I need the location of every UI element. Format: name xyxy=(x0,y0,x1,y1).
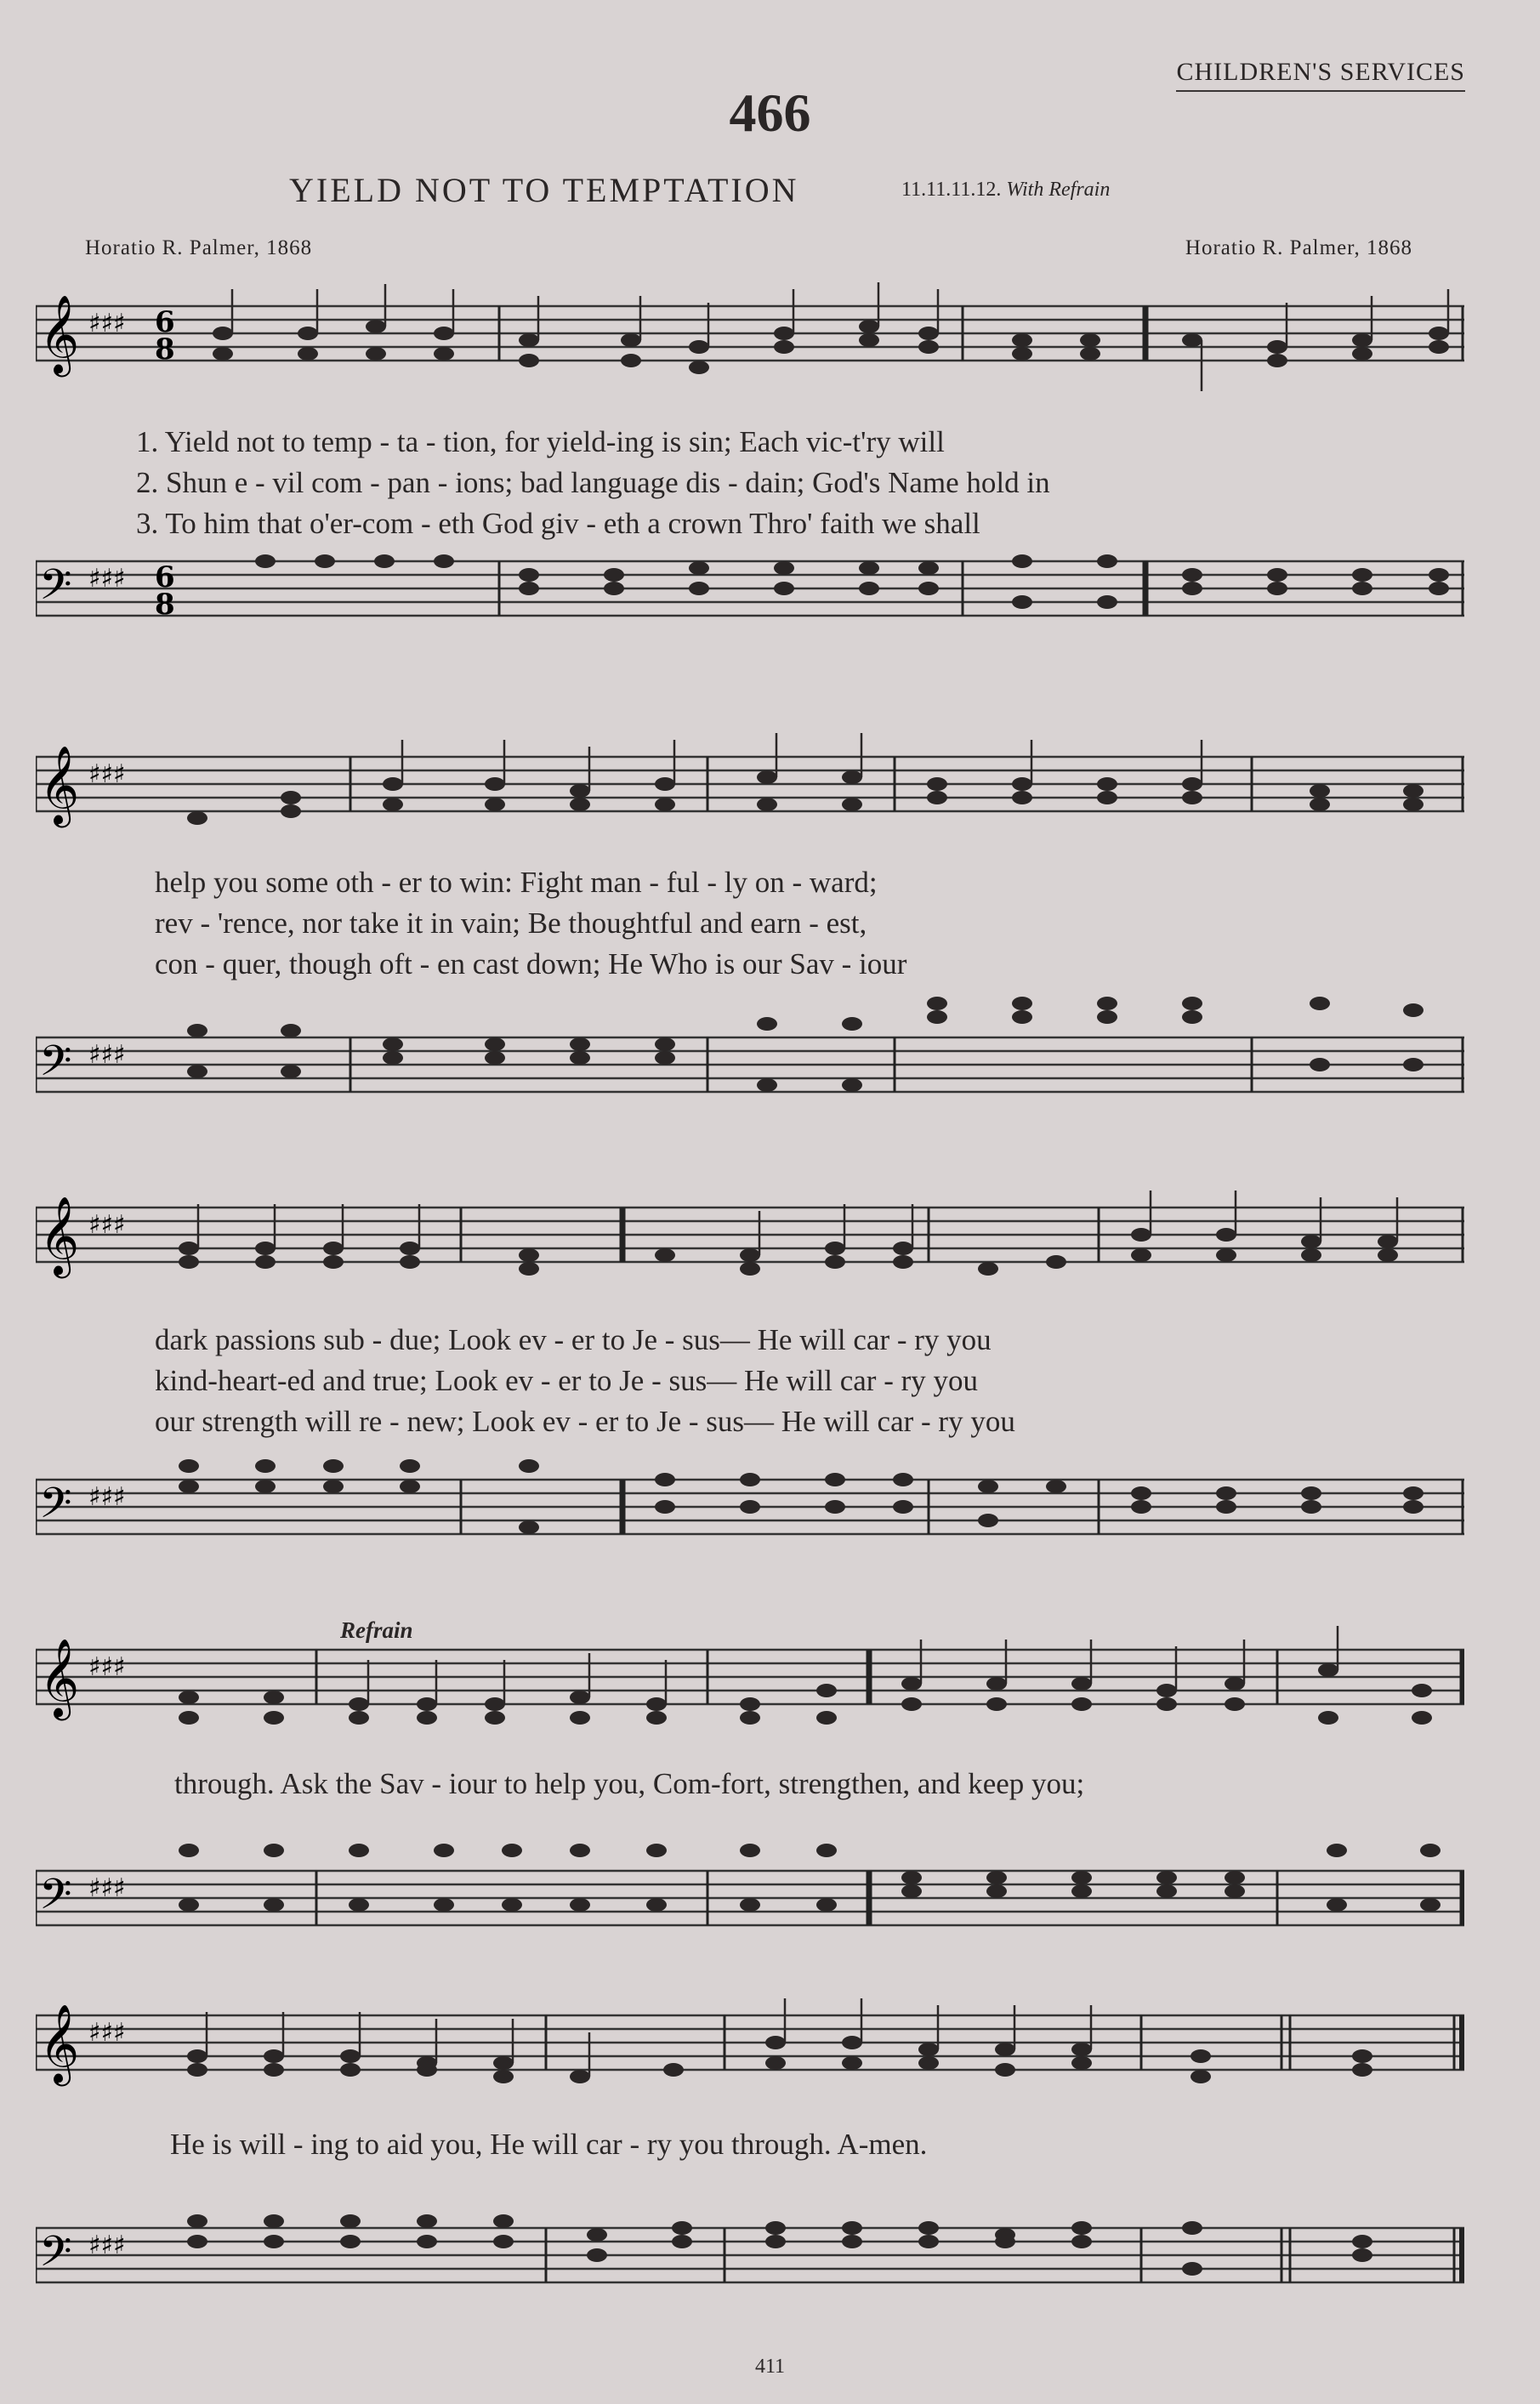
treble-clef-icon: 𝄞 xyxy=(39,1638,80,1717)
refrain-label: Refrain xyxy=(340,1617,413,1643)
treble-clef-icon: 𝄞 xyxy=(39,745,80,824)
lyrics-line: kind-heart-ed and true; Look ev - er to Je - sus— He will car - ry you xyxy=(155,1364,979,1397)
key-signature-treble: ♯♯♯ xyxy=(88,2018,126,2048)
bass-clef-icon: 𝄢 xyxy=(39,1037,72,1096)
treble-staff xyxy=(36,306,1464,361)
barlines xyxy=(36,306,1463,616)
key-signature-treble: ♯♯♯ xyxy=(88,1210,126,1240)
lyrics-line: He is will - ing to aid you, He will car - ry you through. A-men. xyxy=(170,2128,928,2161)
lyrics-line: 3. To him that o'er-com - eth God giv - eth a crown Thro' faith we shall xyxy=(136,507,980,540)
lyrics-line: help you some oth - er to win: Fight man - ful - ly on - ward; xyxy=(155,866,878,899)
key-signature-treble: ♯♯♯ xyxy=(88,759,126,789)
key-signature-treble: ♯♯♯ xyxy=(88,309,126,338)
key-signature-bass: ♯♯♯ xyxy=(88,1482,126,1512)
lyrics-line: our strength will re - new; Look ev - er to Je - sus— He will car - ry you xyxy=(155,1405,1015,1438)
treble-clef-icon: 𝄞 xyxy=(39,1196,80,1275)
meter-note: With Refrain xyxy=(1006,179,1111,201)
section-heading: CHILDREN'S SERVICES xyxy=(1176,58,1465,92)
bass-clef-icon: 𝄢 xyxy=(39,2227,72,2287)
time-signature-bottom-bass: 8 xyxy=(155,588,175,622)
words-author: Horatio R. Palmer, 1868 xyxy=(85,236,313,259)
lyrics-line: dark passions sub - due; Look ev - er to Je - sus— He will car - ry you xyxy=(155,1323,992,1356)
bass-clef-icon: 𝄢 xyxy=(39,560,72,620)
hymn-number: 466 xyxy=(729,82,811,143)
time-signature-top: 6 xyxy=(155,305,175,339)
lyrics-line: through. Ask the Sav - iour to help you, Com-fort, strengthen, and keep you; xyxy=(174,1767,1085,1800)
music-composer: Horatio R. Palmer, 1868 xyxy=(1185,236,1412,259)
key-signature-bass: ♯♯♯ xyxy=(88,1873,126,1903)
time-signature-top-bass: 6 xyxy=(155,560,175,594)
page-number: 411 xyxy=(754,2356,786,2378)
meter: 11.11.11.12. xyxy=(901,179,1002,201)
lyrics-line: 1. Yield not to temp - ta - tion, for yield-ing is sin; Each vic-t'ry will xyxy=(136,425,945,458)
bass-staff xyxy=(36,561,1464,616)
bass-clef-icon: 𝄢 xyxy=(39,1479,72,1538)
treble-stems xyxy=(232,282,1448,391)
bass-clef-icon: 𝄢 xyxy=(39,1870,72,1929)
key-signature-treble: ♯♯♯ xyxy=(88,1652,126,1682)
treble-clef-icon: 𝄞 xyxy=(39,2003,80,2083)
bass-notes xyxy=(255,554,1449,609)
key-signature-bass: ♯♯♯ xyxy=(88,2231,126,2260)
meter-info xyxy=(901,179,1110,202)
key-signature-bass: ♯♯♯ xyxy=(88,564,126,594)
key-signature-bass: ♯♯♯ xyxy=(88,1040,126,1070)
time-signature-bottom: 8 xyxy=(155,332,175,367)
lyrics-line: con - quer, though oft - en cast down; He Who is our Sav - iour xyxy=(155,947,907,980)
lyrics-line: 2. Shun e - vil com - pan - ions; bad language dis - dain; God's Name hold in xyxy=(136,466,1050,499)
treble-clef-icon: 𝄞 xyxy=(39,294,80,373)
hymn-title: YIELD NOT TO TEMPTATION xyxy=(289,171,799,209)
lyrics-line: rev - 'rence, nor take it in vain; Be thoughtful and earn - est, xyxy=(155,906,867,940)
